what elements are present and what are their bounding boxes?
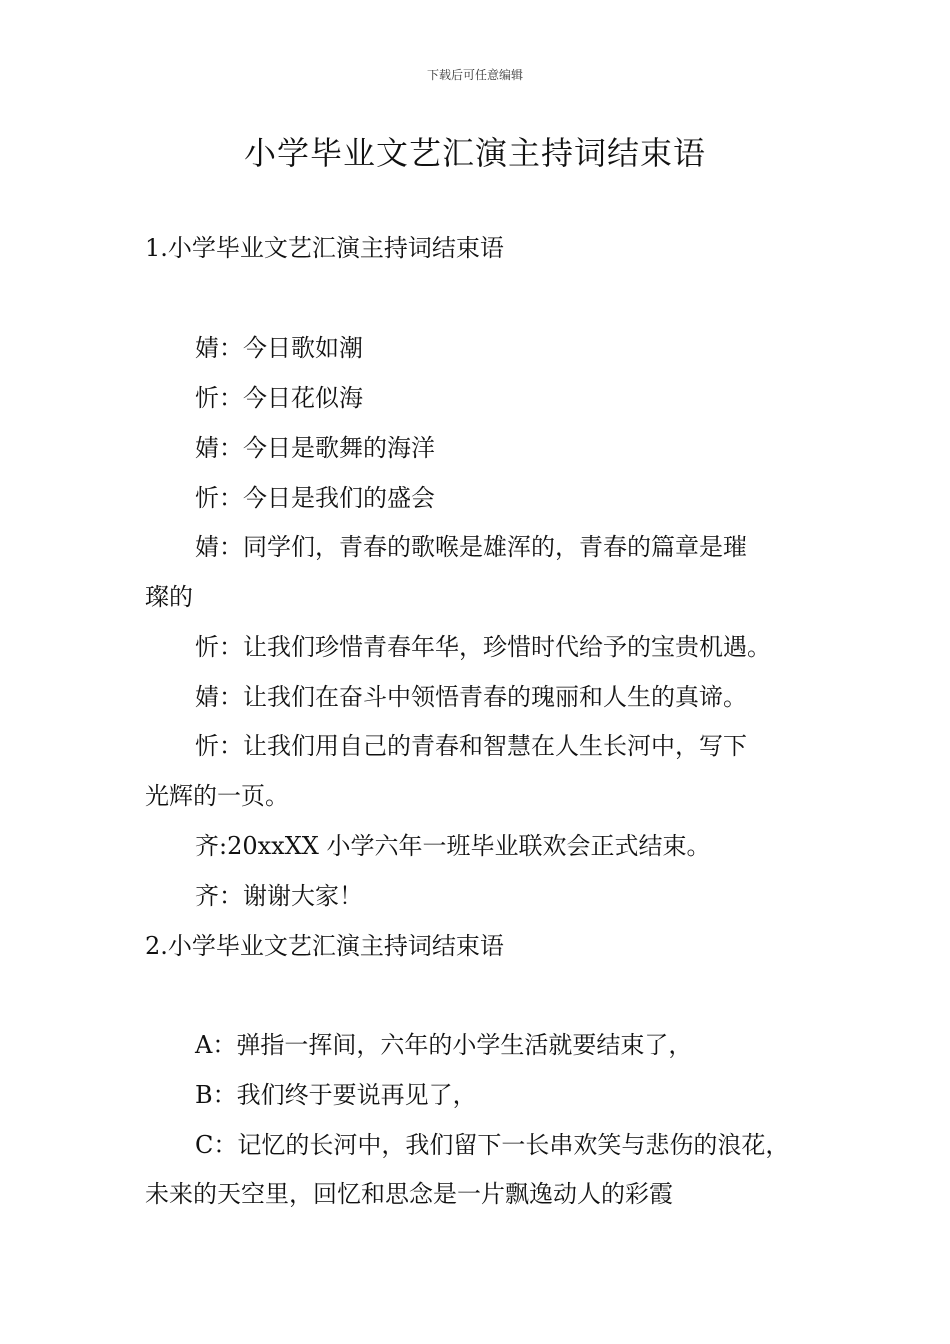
dialogue-line: 婧：今日是歌舞的海洋	[195, 434, 435, 462]
dialogue-line-continuation: 未来的天空里，回忆和思念是一片飘逸动人的彩霞	[145, 1180, 673, 1208]
page-header-note: 下载后可任意编辑	[426, 68, 523, 82]
dialogue-line: 婧：今日歌如潮	[195, 334, 363, 362]
dialogue-line: C：记忆的长河中，我们留下一长串欢笑与悲伤的浪花，	[195, 1131, 790, 1159]
section-1-heading: 1.小学毕业文艺汇演主持词结束语	[145, 234, 504, 262]
document-title: 小学毕业文艺汇演主持词结束语	[243, 134, 706, 172]
dialogue-line: 忻：今日花似海	[195, 384, 363, 412]
dialogue-line: 齐:20xxXX 小学六年一班毕业联欢会正式结束。	[195, 832, 711, 860]
dialogue-line: 婧：让我们在奋斗中领悟青春的瑰丽和人生的真谛。	[195, 683, 747, 711]
dialogue-line: 忻：今日是我们的盛会	[195, 484, 435, 512]
dialogue-line-continuation: 璨的	[145, 583, 193, 611]
section-2-heading: 2.小学毕业文艺汇演主持词结束语	[145, 932, 504, 960]
dialogue-line: 婧：同学们，青春的歌喉是雄浑的，青春的篇章是璀	[195, 533, 747, 561]
dialogue-line: B：我们终于要说再见了，	[195, 1081, 477, 1109]
dialogue-line: 齐：谢谢大家！	[195, 882, 363, 910]
dialogue-line: 忻：让我们用自己的青春和智慧在人生长河中，写下	[195, 732, 747, 760]
dialogue-line: 忻：让我们珍惜青春年华，珍惜时代给予的宝贵机遇。	[195, 633, 771, 661]
dialogue-line-continuation: 光辉的一页。	[145, 782, 289, 810]
dialogue-line: A：弹指一挥间，六年的小学生活就要结束了，	[195, 1031, 693, 1059]
